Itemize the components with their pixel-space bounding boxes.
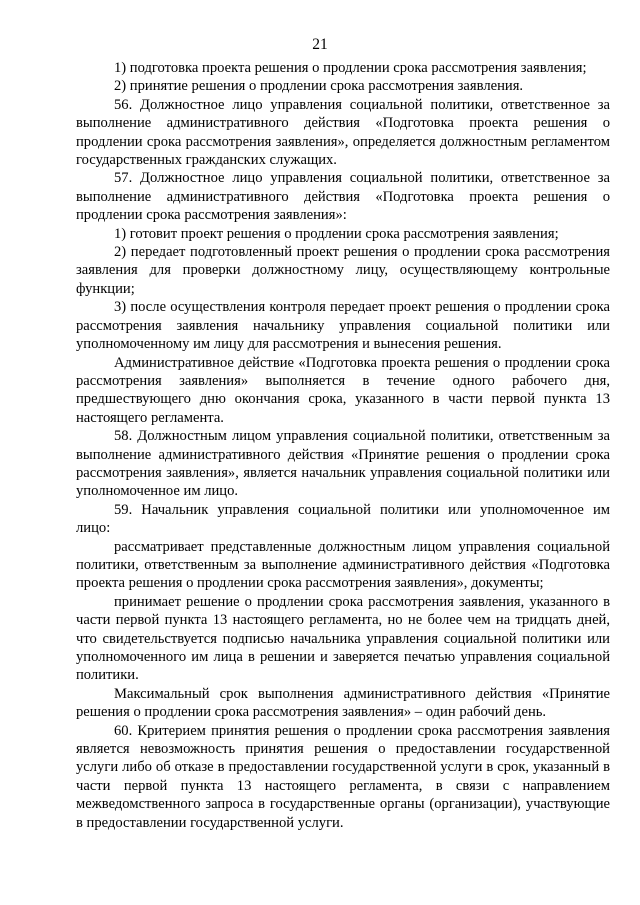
- paragraph-57-item-3: 3) после осуществления контроля передает проект решения о продлении срока рассмотрения заявления начальнику управления социальной политики или уполномоченному им лицу для рассмотрения и вынесения решения.: [76, 299, 610, 353]
- paragraph-57: 57. Должностное лицо управления социальной политики, ответственное за выполнение административного действия «Подготовка проекта решения о продлении срока рассмотрения заявления»:: [76, 170, 610, 224]
- paragraph-56: 56. Должностное лицо управления социальной политики, ответственное за выполнение административного действия «Подготовка проекта решения о продлении срока рассмотрения заявления», определяется должностным регламентом государственных гражданских служащих.: [76, 96, 610, 169]
- document-body: [76, 59, 610, 832]
- paragraph-max-duration: Максимальный срок выполнения административного действия «Принятие решения о продлении срока рассмотрения заявления» – один рабочий день.: [76, 685, 610, 721]
- paragraph-item-2: 2) принятие решения о продлении срока рассмотрения заявления.: [114, 78, 524, 95]
- paragraph-60: 60. Критерием принятия решения о продлении срока рассмотрения заявления является невозможность принятия решения о предоставлении государственной услуги либо об отказе в предоставлении государственной услуги в срок, указанный в части первой пункта 13 настоящего регламента, в связи с направлением межведомственного запроса в государственные органы (организации), участвующие в предоставлении государственной услуги.: [76, 722, 610, 831]
- paragraph-59: 59. Начальник управления социальной политики или уполномоченное им лицо:: [76, 501, 610, 537]
- paragraph-admin-action-duration: Административное действие «Подготовка проекта решения о продлении срока рассмотрения заявления» выполняется в течение одного рабочего дня, предшествующего дню окончания срока, указанного в части первой пункта 13 настоящего регламента.: [76, 354, 610, 426]
- paragraph-59-decides: принимает решение о продлении срока рассмотрения заявления, указанного в части первой пункта 13 настоящего регламента, но не более чем на тридцать дней, что свидетельствуется подписью начальника управления социальной политики или уполномоченного им лица в решении и заверяется печатью управления социальной политики.: [76, 593, 610, 684]
- paragraph-57-item-1: 1) готовит проект решения о продлении срока рассмотрения заявления;: [114, 225, 559, 242]
- paragraph-59-reviews: рассматривает представленные должностным лицом управления социальной политики, ответственным за выполнение административного действия «Подготовка проекта решения о продлении срока рассмотрения заявления», документы;: [76, 538, 610, 592]
- paragraph-item-1: 1) подготовка проекта решения о продлении срока рассмотрения заявления;: [114, 60, 587, 76]
- paragraph-57-item-2: 2) передает подготовленный проект решения о продлении срока рассмотрения заявления для проверки должностному лицу, осуществляющему контрольные функции;: [76, 244, 610, 297]
- paragraph-58: 58. Должностным лицом управления социальной политики, ответственным за выполнение административного действия «Принятие решения о продлении срока рассмотрения заявления», является начальник управления социальной политики или уполномоченное им лицо.: [76, 428, 610, 500]
- page-number: 21: [312, 36, 328, 53]
